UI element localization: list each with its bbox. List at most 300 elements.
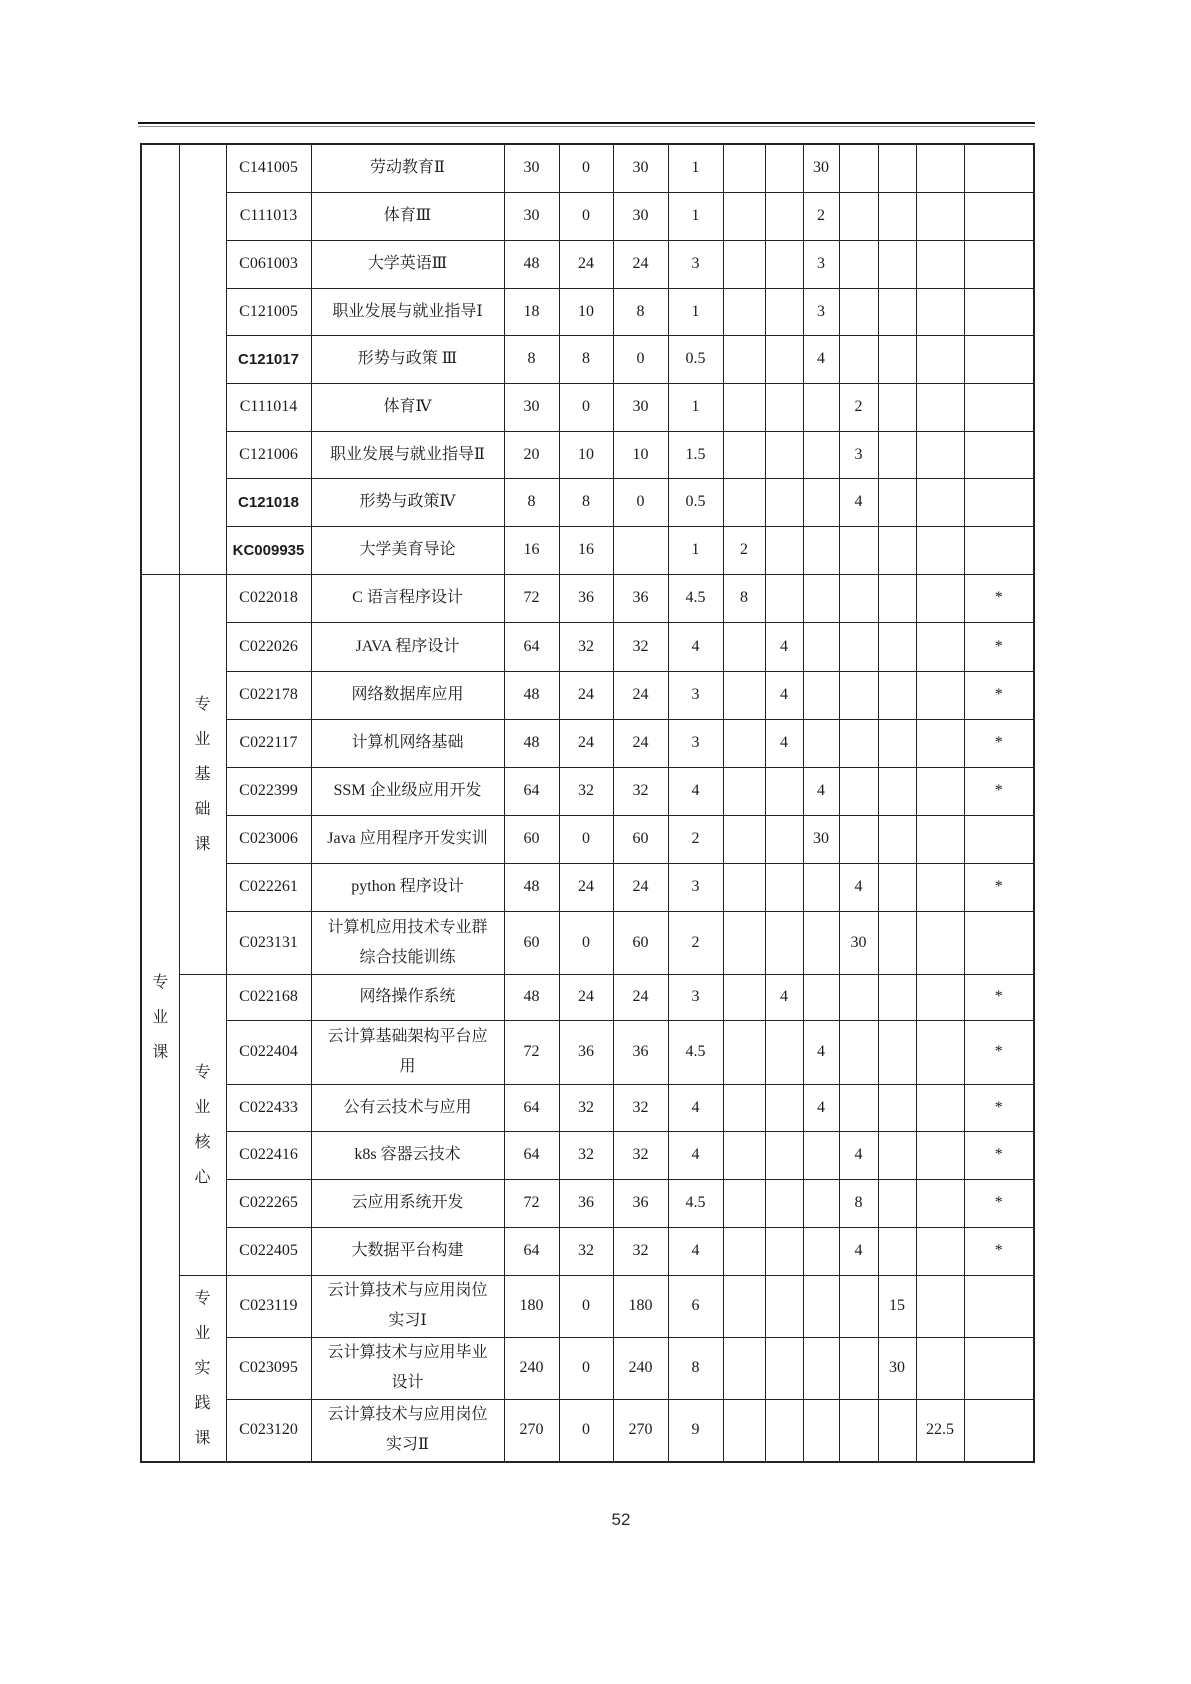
cell-s4 [839, 1084, 878, 1131]
course-name-line: 大数据平台构建 [351, 1242, 464, 1259]
cell-note [964, 240, 1034, 288]
cell-s3: 3 [803, 288, 839, 335]
curriculum-table [140, 143, 1035, 1463]
course-name-line: 云计算基础架构平台应 [327, 1028, 488, 1045]
cell-course-name [311, 1179, 504, 1227]
cell-s4 [839, 1020, 878, 1084]
cell-note: * [964, 1020, 1034, 1084]
cell-practice: 32 [613, 1227, 668, 1275]
cell-s3 [803, 911, 839, 974]
cell-credit: 9 [668, 1399, 723, 1462]
cell-s4 [839, 1275, 878, 1337]
cell-theory: 10 [559, 431, 613, 478]
course-name-line: 职业发展与就业指导Ⅰ [332, 302, 483, 320]
cell-s2 [765, 144, 803, 192]
cell-note [964, 526, 1034, 574]
cell-course-name [311, 383, 504, 431]
cell-credit: 8 [668, 1337, 723, 1399]
cell-course-name [311, 144, 504, 192]
cell-s3 [803, 622, 839, 671]
cell-total: 64 [504, 767, 559, 815]
cell-note: * [964, 574, 1034, 622]
table-row [141, 1131, 1034, 1179]
cell-s6 [916, 240, 964, 288]
course-name-line: k8s 容器云技术 [354, 1146, 461, 1163]
cell-total: 60 [504, 911, 559, 974]
cell-s6 [916, 526, 964, 574]
cell-credit: 0.5 [668, 478, 723, 526]
cell-theory: 24 [559, 863, 613, 911]
table-row [141, 1399, 1034, 1462]
cell-s6 [916, 719, 964, 767]
course-name-line: C 语言程序设计 [352, 589, 463, 606]
cell-s2: 4 [765, 719, 803, 767]
cell-s2 [765, 240, 803, 288]
cell-course-code: C022261 [226, 863, 311, 911]
cell-theory: 32 [559, 1227, 613, 1275]
cell-course-code: C022178 [226, 671, 311, 719]
cell-s1 [723, 144, 765, 192]
cell-course-code: C022433 [226, 1084, 311, 1131]
table-row [141, 1020, 1034, 1084]
cell-note [964, 478, 1034, 526]
course-name-line: 大学英语Ⅲ [367, 255, 448, 272]
cell-s2 [765, 574, 803, 622]
cell-course-name [311, 431, 504, 478]
cell-s3 [803, 719, 839, 767]
cell-total: 64 [504, 1227, 559, 1275]
cell-s6 [916, 1337, 964, 1399]
course-name-line: 实习Ⅰ [388, 1312, 427, 1329]
cell-s6 [916, 671, 964, 719]
cell-theory: 32 [559, 1084, 613, 1131]
cell-s4: 4 [839, 1227, 878, 1275]
cell-s5 [878, 431, 916, 478]
subcategory-label [179, 974, 226, 1275]
course-name-line: 劳动教育Ⅱ [370, 159, 445, 177]
cell-s5 [878, 240, 916, 288]
course-name-line: 大学美育导论 [359, 541, 456, 558]
cell-course-name [311, 719, 504, 767]
table-row [141, 815, 1034, 863]
cell-s2 [765, 288, 803, 335]
cell-s4 [839, 767, 878, 815]
cell-s1 [723, 335, 765, 383]
cell-total: 240 [504, 1337, 559, 1399]
cell-s5 [878, 144, 916, 192]
cell-course-name [311, 1227, 504, 1275]
cell-s1 [723, 1337, 765, 1399]
course-name-line: 体育Ⅳ [383, 398, 432, 415]
cell-s1 [723, 622, 765, 671]
cell-practice: 24 [613, 719, 668, 767]
cell-s1 [723, 1227, 765, 1275]
cell-theory: 8 [559, 478, 613, 526]
cell-s2 [765, 1275, 803, 1337]
cell-theory: 24 [559, 974, 613, 1020]
cell-s5 [878, 526, 916, 574]
cell-s1: 2 [723, 526, 765, 574]
cell-s2 [765, 1084, 803, 1131]
cell-course-code: C022416 [226, 1131, 311, 1179]
cell-credit: 4 [668, 1084, 723, 1131]
subcategory-label-text: 专业实践课 [194, 1289, 211, 1447]
cell-practice: 60 [613, 911, 668, 974]
table-row [141, 1227, 1034, 1275]
cell-s2 [765, 192, 803, 240]
cell-note [964, 431, 1034, 478]
cell-note [964, 911, 1034, 974]
cell-s1 [723, 863, 765, 911]
cell-course-name [311, 1020, 504, 1084]
cell-s1 [723, 1084, 765, 1131]
subcategory-label [179, 574, 226, 974]
cell-practice: 240 [613, 1337, 668, 1399]
cell-course-name [311, 622, 504, 671]
cell-note: * [964, 1179, 1034, 1227]
cell-course-name [311, 240, 504, 288]
course-name-line: 综合技能训练 [359, 948, 456, 966]
cell-s6 [916, 383, 964, 431]
cell-note: * [964, 719, 1034, 767]
cell-s4 [839, 335, 878, 383]
cell-s6 [916, 431, 964, 478]
cell-s1 [723, 1275, 765, 1337]
cell-s1 [723, 240, 765, 288]
cell-s2 [765, 863, 803, 911]
cell-s4: 4 [839, 863, 878, 911]
cell-s2 [765, 431, 803, 478]
cell-s1 [723, 767, 765, 815]
cell-credit: 1 [668, 144, 723, 192]
table-row [141, 1084, 1034, 1131]
cell-s6 [916, 1227, 964, 1275]
cell-total: 48 [504, 671, 559, 719]
cell-s3 [803, 1337, 839, 1399]
cell-s2 [765, 815, 803, 863]
cell-s4 [839, 974, 878, 1020]
cell-course-code: C022405 [226, 1227, 311, 1275]
cell-practice: 30 [613, 144, 668, 192]
category-label [141, 574, 179, 1462]
cell-credit: 1.5 [668, 431, 723, 478]
cell-practice: 36 [613, 1020, 668, 1084]
cell-theory: 0 [559, 1337, 613, 1399]
cell-course-name [311, 526, 504, 574]
cell-s4 [839, 240, 878, 288]
cell-course-name [311, 1337, 504, 1399]
cell-s5 [878, 335, 916, 383]
course-name-line: Java 应用程序开发实训 [327, 830, 488, 847]
cell-credit: 4 [668, 622, 723, 671]
cell-credit: 1 [668, 192, 723, 240]
cell-practice: 8 [613, 288, 668, 335]
cell-course-code: C121017 [226, 335, 311, 383]
cell-note [964, 192, 1034, 240]
course-name-line: 网络操作系统 [359, 988, 456, 1005]
cell-total: 270 [504, 1399, 559, 1462]
cell-s3: 4 [803, 335, 839, 383]
cell-credit: 6 [668, 1275, 723, 1337]
cell-theory: 16 [559, 526, 613, 574]
cell-theory: 36 [559, 574, 613, 622]
cell-total: 72 [504, 1020, 559, 1084]
cell-s1: 8 [723, 574, 765, 622]
cell-s6 [916, 863, 964, 911]
course-name-line: 计算机网络基础 [351, 734, 464, 751]
cell-s6 [916, 1131, 964, 1179]
cell-practice: 24 [613, 240, 668, 288]
cell-s5 [878, 719, 916, 767]
cell-credit: 4 [668, 767, 723, 815]
course-name-line: 用 [399, 1058, 416, 1075]
cell-total: 30 [504, 192, 559, 240]
cell-s2 [765, 383, 803, 431]
course-name-line: 云计算技术与应用毕业 [327, 1344, 488, 1361]
cell-s5 [878, 911, 916, 974]
cell-s4 [839, 815, 878, 863]
cell-s5 [878, 1399, 916, 1462]
cell-practice: 32 [613, 1131, 668, 1179]
cell-total: 30 [504, 383, 559, 431]
cell-course-name [311, 335, 504, 383]
cell-s6 [916, 815, 964, 863]
cell-course-code: C023006 [226, 815, 311, 863]
cell-s5 [878, 1131, 916, 1179]
cell-note [964, 288, 1034, 335]
cell-s3 [803, 1179, 839, 1227]
category-label [141, 144, 179, 574]
table-row [141, 671, 1034, 719]
table-row [141, 1337, 1034, 1399]
cell-s4 [839, 192, 878, 240]
cell-s5 [878, 288, 916, 335]
cell-s3 [803, 1227, 839, 1275]
cell-s5 [878, 815, 916, 863]
cell-s1 [723, 1399, 765, 1462]
cell-course-name [311, 574, 504, 622]
table-row [141, 1179, 1034, 1227]
cell-s6 [916, 192, 964, 240]
cell-total: 72 [504, 574, 559, 622]
cell-theory: 36 [559, 1020, 613, 1084]
cell-course-name [311, 1084, 504, 1131]
course-name-line: 计算机应用技术专业群 [327, 918, 488, 936]
cell-total: 30 [504, 144, 559, 192]
cell-s4: 2 [839, 383, 878, 431]
cell-s6 [916, 622, 964, 671]
course-name-line: 云计算技术与应用岗位 [327, 1282, 488, 1299]
cell-credit: 1 [668, 526, 723, 574]
cell-s5: 30 [878, 1337, 916, 1399]
course-name-line: 形势与政策Ⅳ [359, 493, 456, 510]
course-name-line: 体育Ⅲ [383, 207, 432, 224]
cell-s5 [878, 1020, 916, 1084]
cell-note [964, 335, 1034, 383]
course-name-line: SSM 企业级应用开发 [333, 782, 482, 799]
cell-total: 16 [504, 526, 559, 574]
cell-course-code: C022265 [226, 1179, 311, 1227]
cell-note: * [964, 1227, 1034, 1275]
category-label-text: 专业课 [152, 974, 169, 1062]
cell-s3: 2 [803, 192, 839, 240]
cell-s6 [916, 1179, 964, 1227]
cell-s5 [878, 1179, 916, 1227]
cell-course-name [311, 192, 504, 240]
table-row [141, 911, 1034, 974]
cell-s2: 4 [765, 974, 803, 1020]
cell-s3 [803, 1131, 839, 1179]
table-row [141, 526, 1034, 574]
cell-s3 [803, 863, 839, 911]
cell-s6 [916, 574, 964, 622]
cell-course-name [311, 863, 504, 911]
cell-course-code: C023131 [226, 911, 311, 974]
cell-practice: 32 [613, 767, 668, 815]
cell-course-code: C022399 [226, 767, 311, 815]
table-row [141, 335, 1034, 383]
cell-theory: 0 [559, 815, 613, 863]
cell-course-code: C022404 [226, 1020, 311, 1084]
cell-s1 [723, 1020, 765, 1084]
cell-course-code: C023120 [226, 1399, 311, 1462]
cell-s5 [878, 478, 916, 526]
cell-course-code: C022026 [226, 622, 311, 671]
cell-course-name [311, 1131, 504, 1179]
cell-s6 [916, 911, 964, 974]
cell-theory: 24 [559, 719, 613, 767]
cell-theory: 10 [559, 288, 613, 335]
cell-s6 [916, 144, 964, 192]
cell-s2 [765, 1020, 803, 1084]
table-row [141, 863, 1034, 911]
cell-s5 [878, 192, 916, 240]
cell-s2 [765, 767, 803, 815]
cell-s2 [765, 1179, 803, 1227]
cell-practice: 24 [613, 863, 668, 911]
cell-s1 [723, 288, 765, 335]
table-row [141, 383, 1034, 431]
cell-practice: 10 [613, 431, 668, 478]
cell-note: * [964, 671, 1034, 719]
cell-s5 [878, 767, 916, 815]
cell-credit: 3 [668, 719, 723, 767]
cell-course-name [311, 911, 504, 974]
cell-credit: 3 [668, 863, 723, 911]
header-rule-shadow [138, 126, 1035, 127]
cell-s6 [916, 1275, 964, 1337]
course-name-line: 形势与政策 Ⅲ [357, 350, 458, 367]
cell-credit: 0.5 [668, 335, 723, 383]
cell-theory: 32 [559, 767, 613, 815]
cell-s4: 3 [839, 431, 878, 478]
cell-note: * [964, 974, 1034, 1020]
cell-s4: 8 [839, 1179, 878, 1227]
cell-total: 20 [504, 431, 559, 478]
cell-s5 [878, 574, 916, 622]
cell-total: 72 [504, 1179, 559, 1227]
cell-course-code: C022018 [226, 574, 311, 622]
cell-s3: 4 [803, 767, 839, 815]
cell-s3: 3 [803, 240, 839, 288]
cell-course-code: C061003 [226, 240, 311, 288]
header-rule [138, 122, 1035, 124]
cell-s2 [765, 1227, 803, 1275]
cell-s5 [878, 863, 916, 911]
cell-total: 64 [504, 622, 559, 671]
cell-practice: 36 [613, 1179, 668, 1227]
cell-s4: 30 [839, 911, 878, 974]
cell-s1 [723, 431, 765, 478]
cell-credit: 1 [668, 288, 723, 335]
cell-course-code: C121006 [226, 431, 311, 478]
cell-s3: 30 [803, 815, 839, 863]
cell-s6 [916, 478, 964, 526]
cell-s5 [878, 383, 916, 431]
course-name-line: 职业发展与就业指导Ⅱ [330, 445, 485, 463]
cell-course-name [311, 1275, 504, 1337]
cell-theory: 0 [559, 383, 613, 431]
cell-credit: 1 [668, 383, 723, 431]
cell-practice: 60 [613, 815, 668, 863]
cell-practice: 24 [613, 974, 668, 1020]
cell-s1 [723, 1131, 765, 1179]
cell-s5 [878, 974, 916, 1020]
cell-s1 [723, 974, 765, 1020]
cell-s6 [916, 974, 964, 1020]
cell-course-code: C121018 [226, 478, 311, 526]
cell-practice: 32 [613, 1084, 668, 1131]
cell-theory: 0 [559, 144, 613, 192]
cell-s4 [839, 622, 878, 671]
cell-theory: 0 [559, 192, 613, 240]
course-name-line: 网络数据库应用 [351, 686, 464, 703]
cell-course-code: C022168 [226, 974, 311, 1020]
cell-course-code: C111013 [226, 192, 311, 240]
cell-s4 [839, 574, 878, 622]
cell-s5: 15 [878, 1275, 916, 1337]
cell-course-name [311, 671, 504, 719]
cell-credit: 4 [668, 1131, 723, 1179]
cell-theory: 24 [559, 671, 613, 719]
table-row [141, 767, 1034, 815]
cell-course-code: C023095 [226, 1337, 311, 1399]
cell-s2 [765, 478, 803, 526]
cell-course-code: C121005 [226, 288, 311, 335]
cell-s5 [878, 622, 916, 671]
cell-s1 [723, 478, 765, 526]
cell-s3 [803, 1275, 839, 1337]
cell-practice: 30 [613, 383, 668, 431]
cell-course-name [311, 288, 504, 335]
subcategory-label-text: 专业基础课 [194, 695, 211, 853]
course-name-line: 设计 [391, 1374, 424, 1391]
cell-s2 [765, 1399, 803, 1462]
cell-s2 [765, 911, 803, 974]
cell-s6 [916, 767, 964, 815]
cell-s1 [723, 719, 765, 767]
table-row [141, 478, 1034, 526]
cell-credit: 3 [668, 671, 723, 719]
cell-theory: 0 [559, 1275, 613, 1337]
cell-s3: 4 [803, 1084, 839, 1131]
cell-total: 8 [504, 478, 559, 526]
cell-theory: 8 [559, 335, 613, 383]
table-row [141, 622, 1034, 671]
cell-practice: 0 [613, 335, 668, 383]
cell-note [964, 815, 1034, 863]
cell-course-code: C023119 [226, 1275, 311, 1337]
